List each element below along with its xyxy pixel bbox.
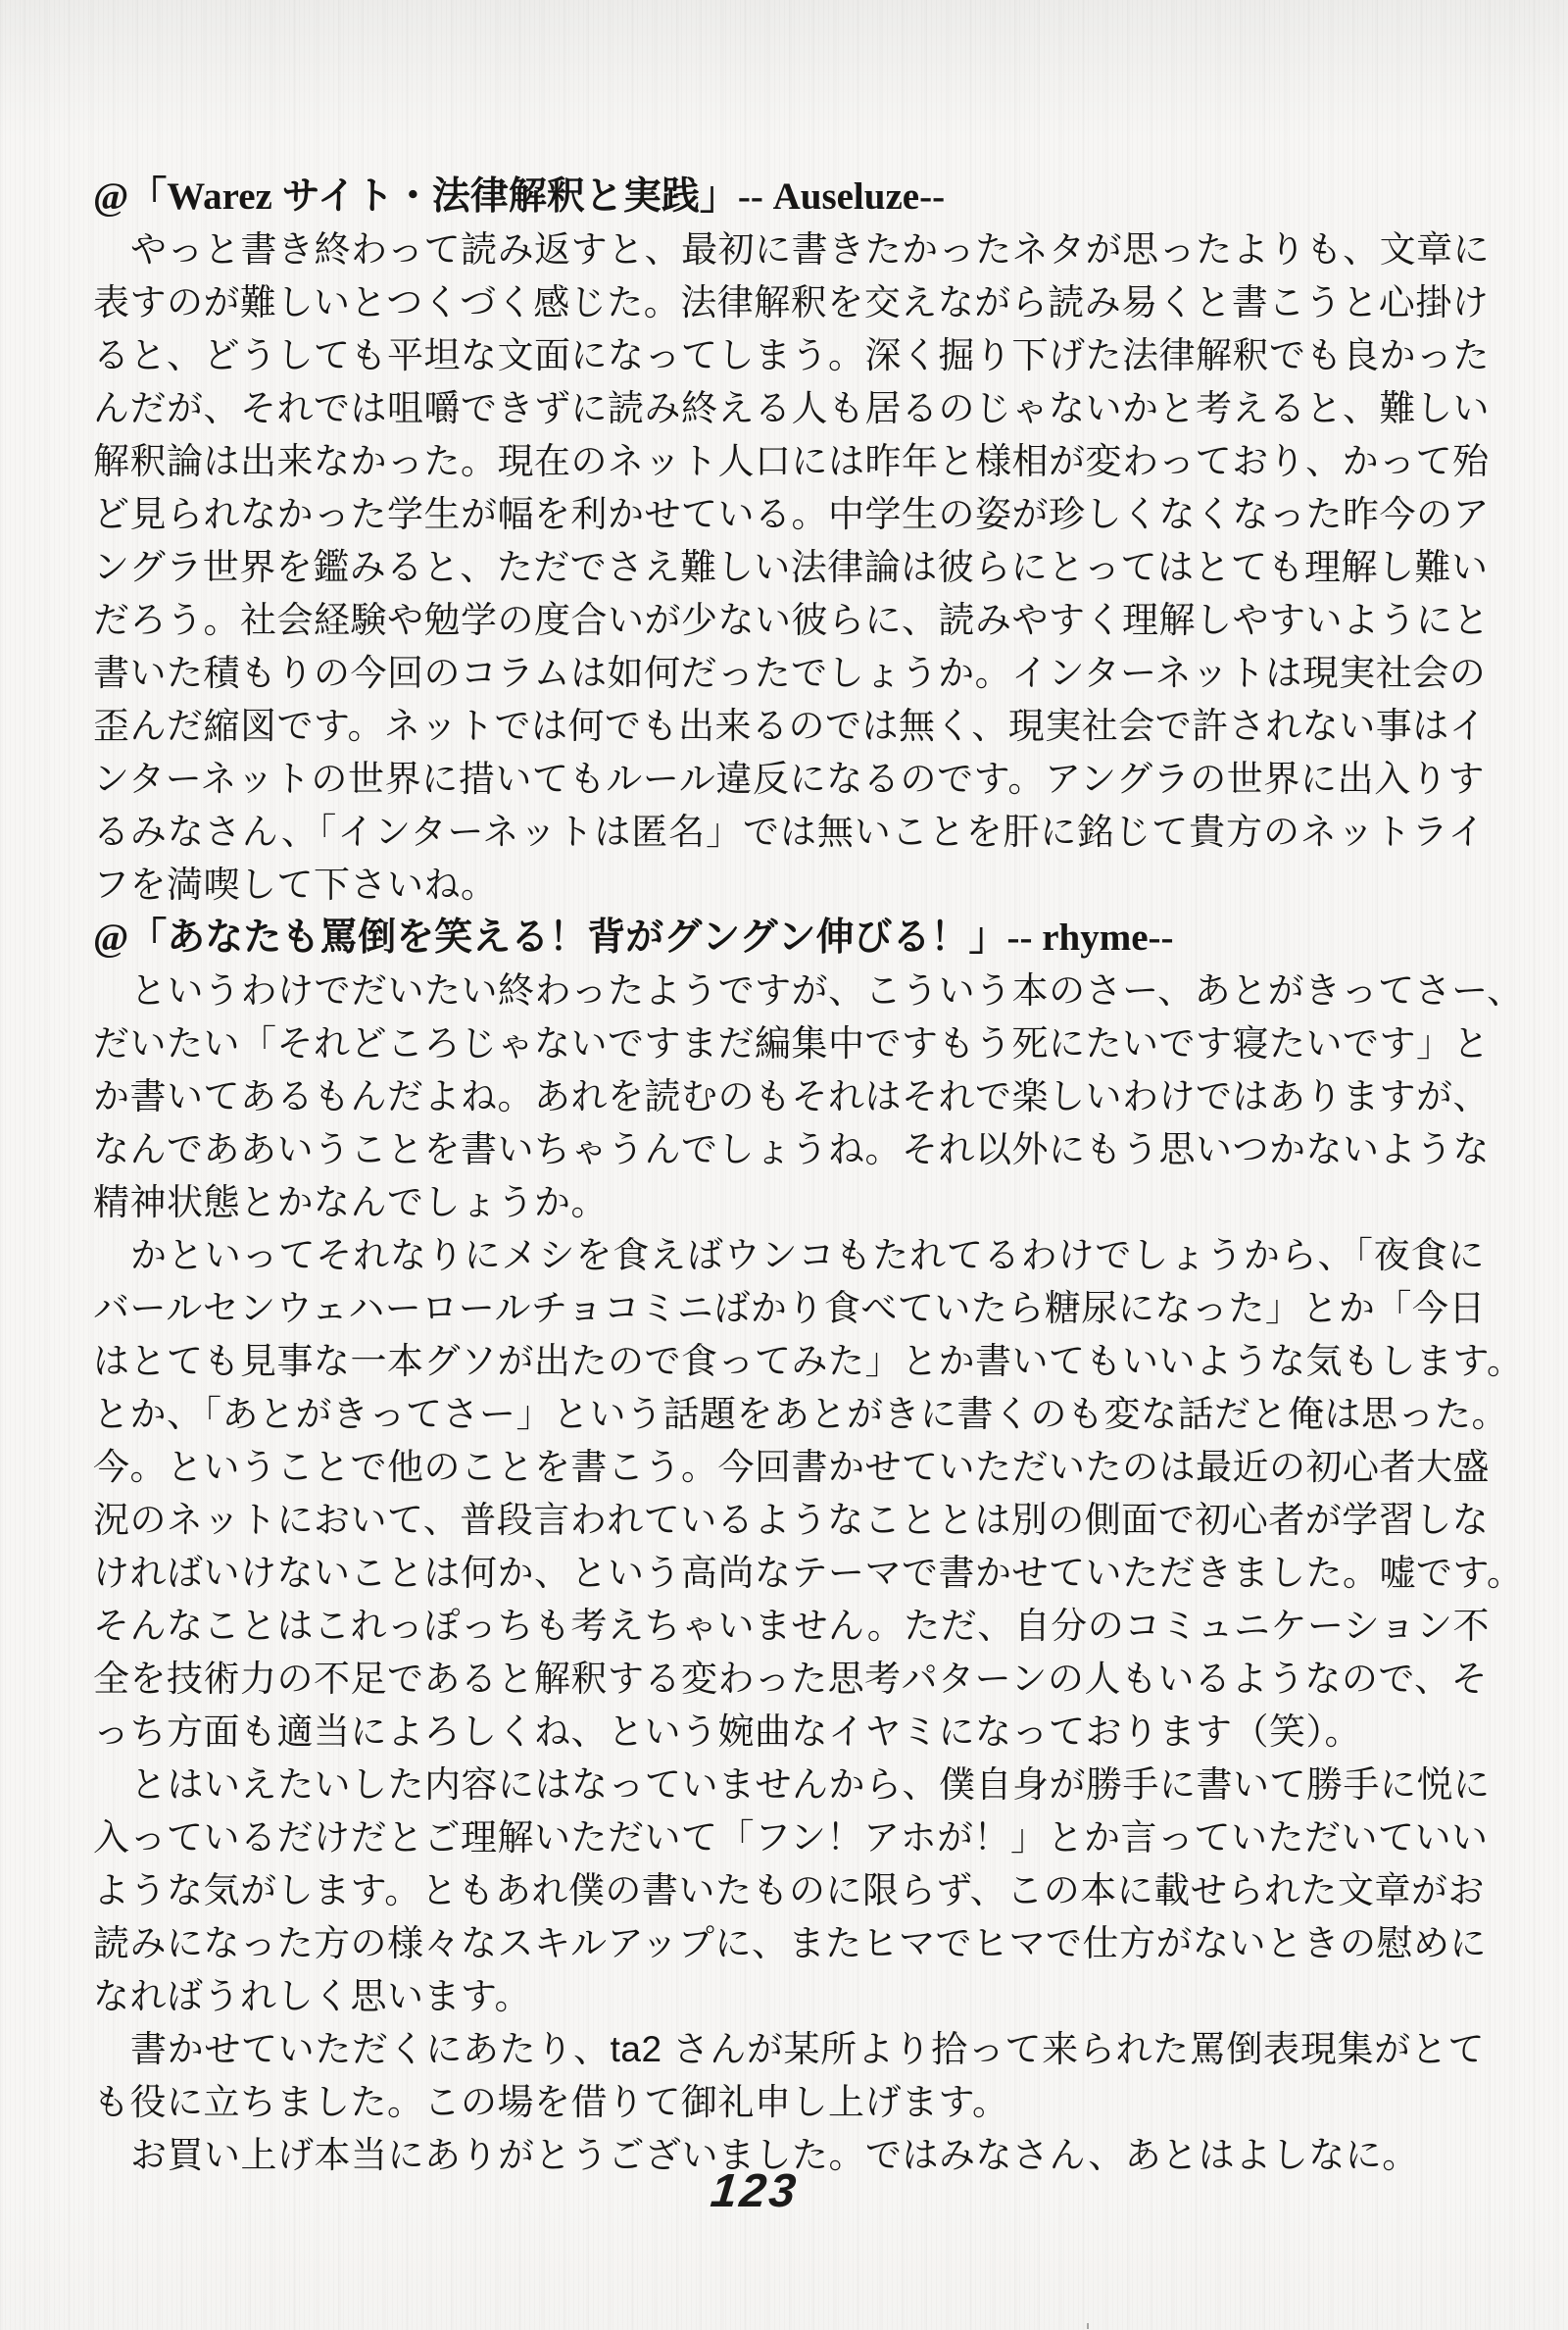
text-line: とはいえたいした内容にはなっていませんから、僕自身が勝手に書いて勝手に悦に [130, 1764, 1491, 1805]
text-line: なんでああいうことを書いちゃうんでしょうね。それ以外にもう思いつかないような [93, 1129, 1490, 1169]
text-line: ような気がします。ともあれ僕の書いたものに限らず、この本に載せられた文章がお [93, 1870, 1485, 1910]
text-line: @「あなたも罵倒を笑える！背がグングン伸びる！」-- rhyme-- [93, 917, 1174, 959]
text-line: 況のネットにおいて、普段言われているようなこととは別の側面で初心者が学習しな [93, 1500, 1490, 1540]
text-line: るみなさん、「インターネットは匿名」では無いことを肝に銘じて貴方のネットライ [93, 812, 1485, 852]
text-line: ければいけないことは何か、という高尚なテーマで書かせていただきました。嘘です。 [93, 1553, 1524, 1593]
text-line: 精神状態とかなんでしょうか。 [93, 1182, 608, 1222]
text-line: ンターネットの世界に措いてもルール違反になるのです。アングラの世界に出入りす [93, 759, 1485, 799]
text-line: バールセンウェハーロールチョコミニばかり食べていたら糖尿になった」とか「今日 [93, 1288, 1486, 1328]
text-line: やっと書き終わって読み返すと、最初に書きたかったネタが思ったよりも、文章に [130, 229, 1491, 270]
text-line: 書いた積もりの今回のコラムは如何だったでしょうか。インターネットは現実社会の [93, 653, 1487, 693]
text-line: も役に立ちました。この場を借りて御礼申し上げます。 [93, 2082, 1009, 2122]
text-line: @「Warez サイト・法律解釈と実践」-- Auseluze-- [93, 175, 946, 218]
text-line: だろう。社会経験や勉学の度合いが少ない彼らに、読みやすく理解しやすいようにと [93, 600, 1490, 640]
text-line: ど見られなかった学生が幅を利かせている。中学生の姿が珍しくなくなった昨今のア [93, 494, 1490, 534]
text-line: そんなことはこれっぽっちも考えちゃいません。ただ、自分のコミュニケーション不 [93, 1606, 1490, 1646]
text-line: とか、「あとがきってさー」という話題をあとがきに書くのも変な話だと俺は思った。 [93, 1394, 1508, 1434]
text-line: なればうれしく思います。 [93, 1976, 532, 2016]
text-line: 読みになった方の様々なスキルアップに、またヒマでヒマで仕方がないときの慰めに [93, 1923, 1488, 1963]
text-line: かといってそれなりにメシを食えばウンコもたれてるわけでしょうから、「夜食に [130, 1235, 1485, 1275]
text-line: はとても見事な一本グソが出たので食ってみた」とか書いてもいいような気もします。 [93, 1341, 1524, 1381]
text-line: 全を技術力の不足であると解釈する変わった思考パターンの人もいるようなので、そ [93, 1659, 1489, 1699]
text-line: 書かせていただくにあたり、ta2 さんが某所より拾って来られた罵倒表現集がとて [130, 2029, 1485, 2069]
text-line: 入っているだけだとご理解いただいて「フン！アホが！」とか言っていただいていい [93, 1817, 1489, 1858]
text-line: か書いてあるもんだよね。あれを読むのもそれはそれで楽しいわけではありますが、 [93, 1076, 1490, 1116]
text-line: フを満喫して下さいね。 [93, 865, 498, 905]
text-line: というわけでだいたい終わったようですが、こういう本のさー、あとがきってさー、 [130, 970, 1524, 1011]
text-line: ングラ世界を鑑みると、ただでさえ難しい法律論は彼らにとってはとても理解し難い [93, 547, 1489, 587]
page-number: 123 [708, 2165, 802, 2217]
text-line: 歪んだ縮図です。ネットでは何でも出来るのでは無く、現実社会で許されない事はイ [93, 706, 1487, 746]
text-line: っち方面も適当によろしくね、という婉曲なイヤミになっております（笑）。 [93, 1711, 1361, 1752]
text-line: 解釈論は出来なかった。現在のネット人口には昨年と様相が変わっており、かって殆 [93, 441, 1490, 481]
text-line: ると、どうしても平坦な文面になってしまう。深く掘り下げた法律解釈でも良かった [93, 335, 1490, 375]
text-line: 表すのが難しいとつくづく感じた。法律解釈を交えながら読み易くと書こうと心掛け [93, 282, 1490, 322]
text-line: お買い上げ本当にありがとうございました。ではみなさん、あとはよしなに。 [130, 2135, 1419, 2175]
text-line: だいたい「それどころじゃないですまだ編集中ですもう死にたいです寝たいです」と [93, 1023, 1490, 1064]
text-line: んだが、それでは咀嚼できずに読み終える人も居るのじゃないかと考えると、難しい [93, 388, 1490, 428]
scan-speck [1087, 2323, 1089, 2329]
afterword-text-block [93, 171, 1524, 2182]
text-line: 今。ということで他のことを書こう。今回書かせていただいたのは最近の初心者大盛 [93, 1447, 1490, 1487]
